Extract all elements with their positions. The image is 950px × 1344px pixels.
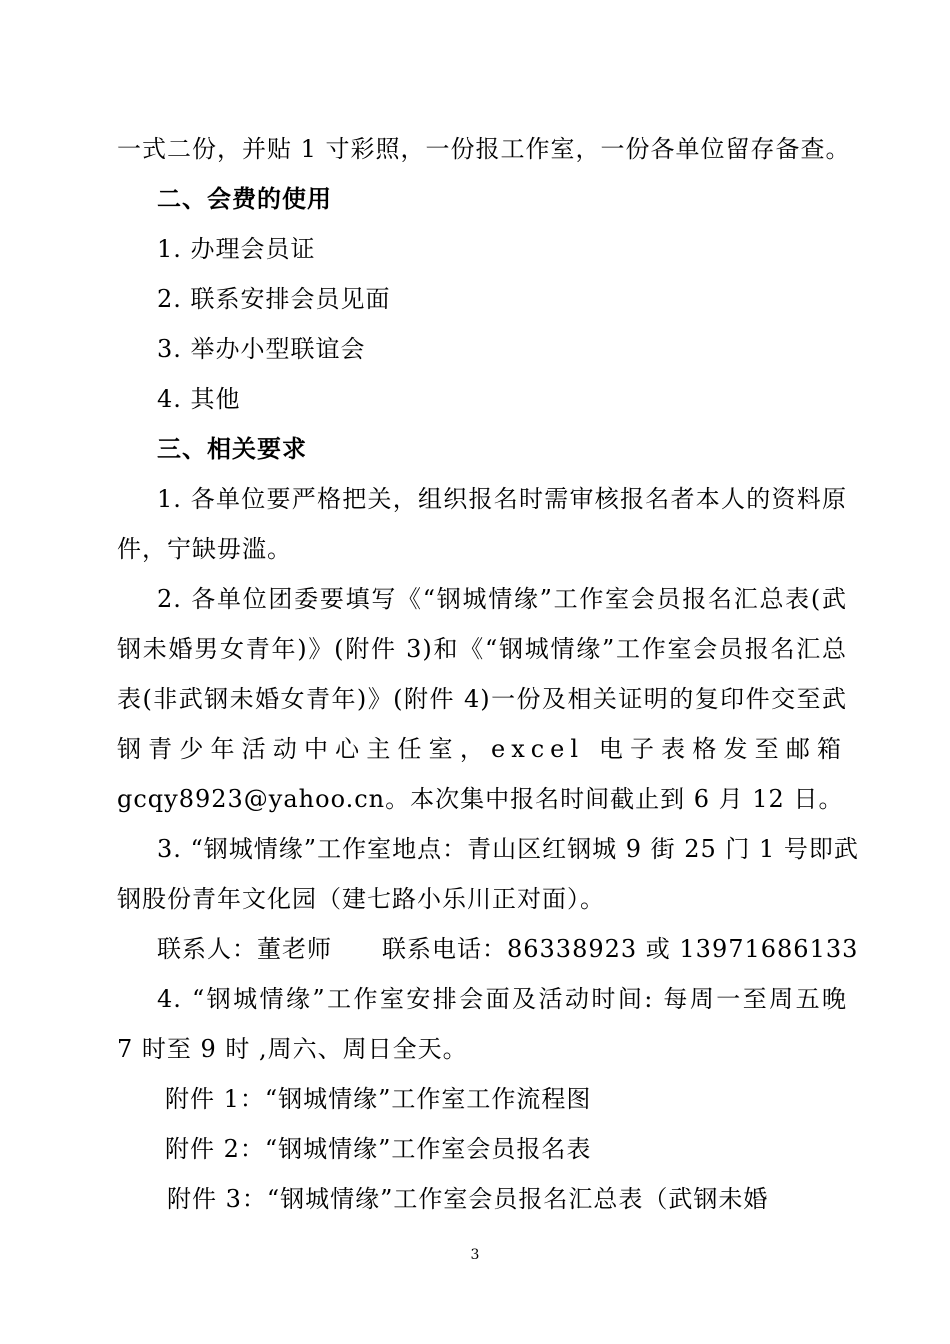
list-item: 1. 办理会员证	[157, 235, 316, 263]
attachment-item: 附件 1：“钢城情缘”工作室工作流程图	[165, 1085, 592, 1113]
paragraph-line: 钢股份青年文化园（建七路小乐川正对面）。	[117, 885, 605, 913]
paragraph-line: 表(非武钢未婚女青年)》(附件 4)一份及相关证明的复印件交至武	[117, 685, 847, 713]
paragraph-line: 2. 各单位团委要填写《“钢城情缘”工作室会员报名汇总表(武	[157, 585, 847, 613]
attachment-item: 附件 2：“钢城情缘”工作室会员报名表	[165, 1135, 592, 1163]
paragraph-line: 一式二份，并贴 1 寸彩照，一份报工作室，一份各单位留存备查。	[117, 135, 851, 163]
paragraph-line: 件，宁缺毋滥。	[117, 535, 292, 563]
paragraph-line: 7 时至 9 时 ,周六、周日全天。	[117, 1035, 468, 1063]
paragraph-line: 3. “钢城情缘”工作室地点：青山区红钢城 9 街 25 门 1 号即武	[157, 835, 859, 863]
attachment-item: 附件 3：“钢城情缘”工作室会员报名汇总表（武钢未婚	[167, 1185, 769, 1213]
page-number: 3	[470, 1247, 480, 1263]
section-heading-fee-usage: 二、会费的使用	[157, 185, 332, 213]
list-item: 3. 举办小型联谊会	[157, 335, 366, 363]
section-heading-requirements: 三、相关要求	[157, 435, 307, 463]
paragraph-line: 钢青少年活动中心主任室，excel 电子表格发至邮箱	[117, 735, 847, 763]
paragraph-line: 4. “钢城情缘”工作室安排会面及活动时间: 每周一至周五晚	[157, 985, 847, 1013]
contact-line: 联系人：董老师 联系电话：86338923 或 13971686133	[157, 935, 859, 963]
paragraph-line: 钢未婚男女青年)》(附件 3)和《“钢城情缘”工作室会员报名汇总	[117, 635, 847, 663]
paragraph-line: gcqy8923@yahoo.cn。本次集中报名时间截止到 6 月 12 日。	[117, 785, 844, 813]
list-item: 4. 其他	[157, 385, 241, 413]
paragraph-line: 1. 各单位要严格把关，组织报名时需审核报名者本人的资料原	[157, 485, 847, 513]
list-item: 2. 联系安排会员见面	[157, 285, 391, 313]
